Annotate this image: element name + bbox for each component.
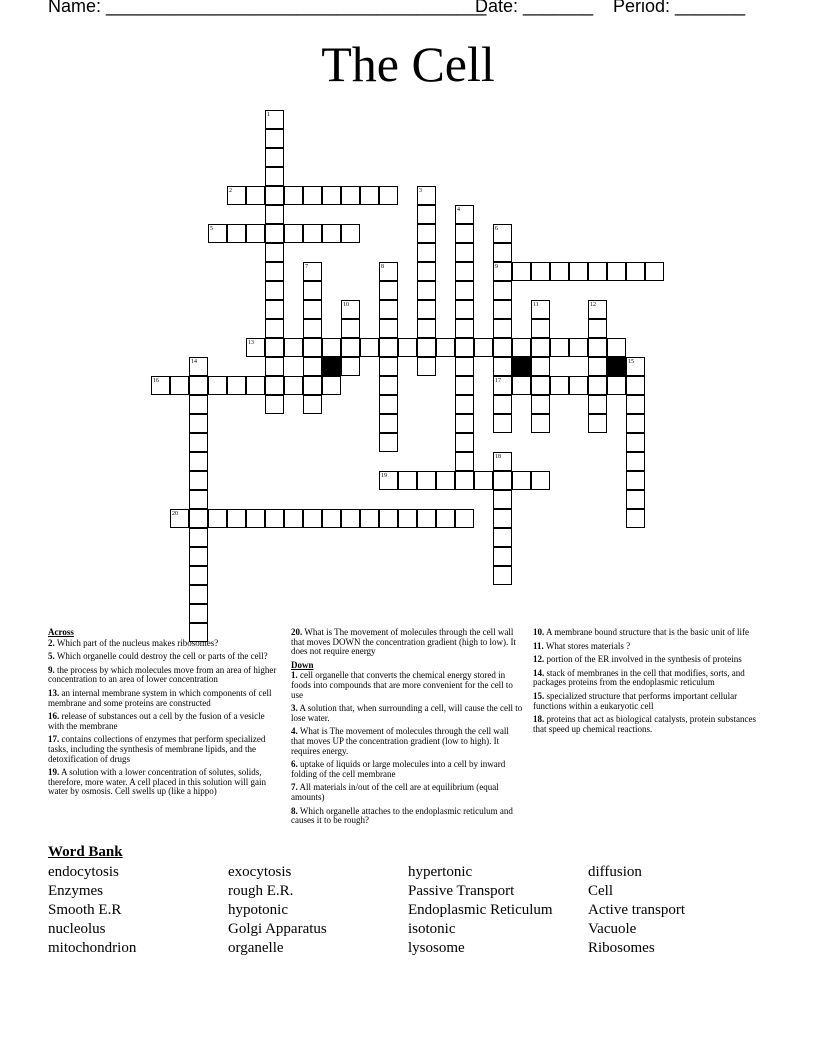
clue-item	[533, 692, 768, 711]
grid-cell[interactable]	[626, 490, 645, 509]
clue-number: 15.	[533, 690, 545, 701]
clue-item	[48, 639, 282, 649]
grid-cell[interactable]	[398, 338, 417, 357]
grid-cell[interactable]	[303, 376, 322, 395]
grid-cell[interactable]	[493, 471, 512, 490]
grid-cell[interactable]	[493, 509, 512, 528]
grid-cell[interactable]	[455, 224, 474, 243]
clue-text: A solution that, when surrounding a cell, will cause the cell to lose water.	[291, 703, 523, 723]
grid-cell[interactable]	[455, 300, 474, 319]
grid-cell[interactable]	[455, 433, 474, 452]
grid-cell[interactable]	[455, 414, 474, 433]
clue-item	[291, 807, 523, 826]
word-bank-item: Vacuole	[588, 921, 637, 937]
word-bank-item: endocytosis	[48, 864, 119, 880]
grid-cell[interactable]	[493, 528, 512, 547]
grid-cell[interactable]	[379, 376, 398, 395]
grid-cell[interactable]	[284, 186, 303, 205]
clue-number: 18.	[533, 714, 545, 725]
grid-cell[interactable]	[360, 338, 379, 357]
clue-item	[48, 768, 282, 797]
grid-cell[interactable]	[550, 262, 569, 281]
clue-number: 9	[495, 264, 498, 270]
grid-cell[interactable]	[455, 452, 474, 471]
grid-cell[interactable]	[265, 395, 284, 414]
word-bank-item: lysosome	[408, 940, 465, 956]
grid-cell[interactable]	[493, 395, 512, 414]
clue-item	[48, 689, 282, 708]
clue-number: 19	[381, 473, 387, 479]
grid-cell[interactable]	[550, 376, 569, 395]
grid-cell[interactable]	[493, 490, 512, 509]
grid-cell[interactable]	[246, 509, 265, 528]
clue-text: A membrane bound structure that is the basic unit of life	[544, 627, 749, 637]
grid-cell[interactable]	[227, 376, 246, 395]
grid-cell[interactable]	[607, 376, 626, 395]
grid-cell[interactable]	[474, 471, 493, 490]
word-bank-item: Golgi Apparatus	[228, 921, 327, 937]
grid-cell[interactable]	[531, 338, 550, 357]
clue-number: 3	[419, 188, 422, 194]
grid-cell[interactable]	[531, 319, 550, 338]
grid-cell[interactable]	[379, 433, 398, 452]
clue-number: 1.	[291, 670, 298, 681]
grid-cell[interactable]	[379, 395, 398, 414]
grid-cell[interactable]	[322, 224, 341, 243]
grid-cell[interactable]	[189, 471, 208, 490]
grid-cell[interactable]	[417, 509, 436, 528]
grid-cell[interactable]	[455, 262, 474, 281]
clue-number: 17.	[48, 734, 60, 745]
word-bank-item: mitochondrion	[48, 940, 137, 956]
clue-item	[48, 735, 282, 764]
grid-cell[interactable]	[493, 319, 512, 338]
grid-cell[interactable]	[189, 604, 208, 623]
grid-cell[interactable]	[474, 338, 493, 357]
clue-number: 18	[495, 454, 501, 460]
grid-cell[interactable]	[265, 357, 284, 376]
word-bank-item: Cell	[588, 883, 613, 899]
grid-cell[interactable]	[322, 376, 341, 395]
grid-cell[interactable]	[189, 433, 208, 452]
clue-text: specialized structure that performs important cellular functions within a eukaryotic cell	[533, 690, 738, 711]
clue-item	[291, 671, 523, 700]
name-field-label[interactable]: Name: ______________________________________	[48, 0, 487, 16]
grid-cell[interactable]	[588, 262, 607, 281]
grid-cell[interactable]	[341, 186, 360, 205]
word-bank-item: hypotonic	[228, 902, 288, 918]
clue-number: 8.	[291, 805, 298, 816]
grid-cell[interactable]	[303, 509, 322, 528]
clue-number: 20	[172, 511, 178, 517]
grid-cell[interactable]	[189, 414, 208, 433]
clue-number: 9.	[48, 664, 55, 675]
blocked-cell	[512, 357, 531, 376]
clue-number: 20.	[291, 627, 303, 637]
grid-cell[interactable]	[189, 490, 208, 509]
clue-text: cell organelle that converts the chemical energy stored in foods into compounds that are more convenient for the cell to use	[291, 670, 513, 700]
clue-text: stack of membranes in the cell that modifies, sorts, and packages proteins from the endoplasmic reticulum	[533, 667, 745, 688]
grid-cell[interactable]	[265, 262, 284, 281]
clue-number: 7.	[291, 782, 298, 793]
grid-cell[interactable]	[493, 243, 512, 262]
clue-number: 11.	[533, 640, 544, 651]
clue-number: 4	[457, 207, 460, 213]
grid-cell[interactable]	[417, 319, 436, 338]
clue-number: 1	[267, 112, 270, 118]
grid-cell[interactable]	[550, 338, 569, 357]
grid-cell[interactable]	[284, 224, 303, 243]
grid-cell[interactable]	[455, 509, 474, 528]
grid-cell[interactable]	[265, 167, 284, 186]
across-clues-column-1	[48, 628, 282, 801]
clue-number: 8	[381, 264, 384, 270]
clue-number: 3.	[291, 703, 298, 714]
clue-number: 2	[229, 188, 232, 194]
grid-cell[interactable]	[341, 319, 360, 338]
grid-cell[interactable]	[493, 566, 512, 585]
grid-cell[interactable]	[626, 509, 645, 528]
grid-cell[interactable]	[265, 129, 284, 148]
grid-cell[interactable]	[588, 338, 607, 357]
clue-number: 14.	[533, 667, 545, 678]
grid-cell[interactable]	[626, 395, 645, 414]
word-bank-item: Endoplasmic Reticulum	[408, 902, 553, 918]
clue-text: contains collections of enzymes that perform specialized tasks, including the synthesis of membrane lipids, and the detoxification of drugs	[48, 734, 266, 764]
clue-item	[48, 652, 282, 662]
grid-cell[interactable]	[436, 471, 455, 490]
grid-cell[interactable]	[588, 395, 607, 414]
grid-cell[interactable]	[417, 471, 436, 490]
grid-cell[interactable]	[284, 509, 303, 528]
clue-text: proteins that act as biological catalysts, protein substances that speed up chemical reactions.	[533, 714, 756, 734]
grid-cell[interactable]	[531, 357, 550, 376]
grid-cell[interactable]	[626, 376, 645, 395]
clue-item	[533, 715, 768, 734]
grid-cell[interactable]	[303, 281, 322, 300]
grid-cell[interactable]	[303, 319, 322, 338]
clue-item	[533, 628, 768, 638]
clue-text: an internal membrane system in which components of cell membrane and some proteins are constructed	[48, 687, 272, 708]
grid-cell[interactable]	[379, 186, 398, 205]
grid-cell[interactable]	[379, 338, 398, 357]
grid-cell[interactable]	[512, 376, 531, 395]
word-bank-item: Enzymes	[48, 883, 103, 899]
grid-cell[interactable]	[626, 262, 645, 281]
clue-text: uptake of liquids or large molecules into a cell by inward folding of the cell membrane	[291, 759, 506, 779]
across-heading: Across	[48, 627, 74, 637]
grid-cell[interactable]	[607, 262, 626, 281]
clue-number: 6.	[291, 759, 298, 770]
grid-cell[interactable]	[170, 376, 189, 395]
clue-text: the process by which molecules move from an area of higher concentration to an area of lower concentration	[48, 664, 277, 685]
grid-cell[interactable]	[531, 471, 550, 490]
grid-cell[interactable]	[379, 319, 398, 338]
word-bank-item: diffusion	[588, 864, 642, 880]
grid-cell[interactable]	[322, 509, 341, 528]
grid-cell[interactable]	[417, 357, 436, 376]
grid-cell[interactable]	[455, 471, 474, 490]
date-field-label[interactable]: Date: _______	[475, 0, 594, 16]
grid-cell[interactable]	[626, 414, 645, 433]
grid-cell[interactable]	[265, 224, 284, 243]
grid-cell[interactable]	[398, 471, 417, 490]
grid-cell[interactable]	[284, 338, 303, 357]
grid-cell[interactable]	[569, 376, 588, 395]
word-bank-item: isotonic	[408, 921, 456, 937]
grid-cell[interactable]	[246, 224, 265, 243]
clue-number: 10.	[533, 627, 545, 637]
grid-cell[interactable]	[379, 281, 398, 300]
grid-cell[interactable]	[227, 224, 246, 243]
grid-cell[interactable]	[246, 186, 265, 205]
grid-cell[interactable]	[588, 376, 607, 395]
grid-cell[interactable]	[417, 300, 436, 319]
word-bank-item: Passive Transport	[408, 883, 515, 899]
clue-item	[48, 666, 282, 685]
grid-cell[interactable]	[341, 357, 360, 376]
clue-number: 13	[248, 340, 254, 346]
grid-cell[interactable]	[322, 338, 341, 357]
grid-cell[interactable]	[588, 414, 607, 433]
clue-number: 7	[305, 264, 308, 270]
clue-text: All materials in/out of the cell are at equilibrium (equal amounts)	[291, 782, 499, 802]
word-bank-item: Ribosomes	[588, 940, 655, 956]
clue-item	[291, 783, 523, 802]
clue-item	[533, 642, 768, 652]
grid-cell[interactable]	[303, 395, 322, 414]
clue-number: 12	[590, 302, 596, 308]
grid-cell[interactable]	[512, 471, 531, 490]
grid-cell[interactable]	[455, 395, 474, 414]
grid-cell[interactable]	[341, 224, 360, 243]
clue-number: 13.	[48, 687, 60, 698]
clue-number: 19.	[48, 767, 60, 778]
grid-cell[interactable]	[493, 300, 512, 319]
down-heading: Down	[291, 659, 314, 670]
grid-cell[interactable]	[569, 338, 588, 357]
clue-text: release of substances out a cell by the fusion of a vesicle with the membrane	[48, 711, 265, 731]
clue-text: What is The movement of molecules through the cell wall that moves DOWN the concentration gradient (high to low). It does not require energy	[291, 627, 516, 657]
grid-cell[interactable]	[417, 338, 436, 357]
grid-cell[interactable]	[189, 509, 208, 528]
grid-cell[interactable]	[417, 205, 436, 224]
word-bank-item: hypertonic	[408, 864, 473, 880]
grid-cell[interactable]	[265, 319, 284, 338]
grid-cell[interactable]	[512, 338, 531, 357]
grid-cell[interactable]	[322, 186, 341, 205]
grid-cell[interactable]	[493, 338, 512, 357]
grid-cell[interactable]	[436, 338, 455, 357]
grid-cell[interactable]	[379, 300, 398, 319]
grid-cell[interactable]	[265, 243, 284, 262]
grid-cell[interactable]	[626, 452, 645, 471]
grid-cell[interactable]	[455, 281, 474, 300]
clue-number: 11	[533, 302, 539, 308]
grid-cell[interactable]	[189, 528, 208, 547]
grid-cell[interactable]	[265, 281, 284, 300]
grid-cell[interactable]	[246, 376, 265, 395]
grid-cell[interactable]	[265, 338, 284, 357]
grid-cell[interactable]	[398, 509, 417, 528]
clue-text: What stores materials ?	[543, 640, 631, 651]
clue-number: 16	[153, 378, 159, 384]
blocked-cell	[322, 357, 341, 376]
grid-cell[interactable]	[455, 357, 474, 376]
clue-item	[291, 760, 523, 779]
grid-cell[interactable]	[531, 414, 550, 433]
grid-cell[interactable]	[303, 186, 322, 205]
grid-cell[interactable]	[208, 509, 227, 528]
grid-cell[interactable]	[265, 376, 284, 395]
grid-cell[interactable]	[417, 262, 436, 281]
grid-cell[interactable]	[303, 338, 322, 357]
clue-text: portion of the ER involved in the synthesis of proteins	[544, 654, 742, 665]
grid-cell[interactable]	[455, 376, 474, 395]
grid-cell[interactable]	[360, 509, 379, 528]
grid-cell[interactable]	[417, 224, 436, 243]
grid-cell[interactable]	[189, 376, 208, 395]
grid-cell[interactable]	[265, 148, 284, 167]
grid-cell[interactable]	[417, 281, 436, 300]
word-bank-item: Active transport	[588, 902, 686, 918]
grid-cell[interactable]	[379, 357, 398, 376]
clue-item	[291, 628, 523, 657]
grid-cell[interactable]	[569, 262, 588, 281]
grid-cell[interactable]	[531, 376, 550, 395]
clue-text: A solution with a lower concentration of solutes, solids, therefore, more water. A cell placed in this solution will gain water by osmosis. Cell swells up (like a hippo)	[48, 767, 266, 797]
clue-number: 10	[343, 302, 349, 308]
word-bank-item: exocytosis	[228, 864, 292, 880]
grid-cell[interactable]	[189, 547, 208, 566]
grid-cell[interactable]	[588, 357, 607, 376]
clue-text: Which organelle could destroy the cell or parts of the cell?	[54, 651, 268, 662]
clue-number: 14	[191, 359, 197, 365]
clue-item	[533, 655, 768, 665]
grid-cell[interactable]	[265, 509, 284, 528]
grid-cell[interactable]	[379, 414, 398, 433]
grid-cell[interactable]	[645, 262, 664, 281]
clue-number: 17	[495, 378, 501, 384]
grid-cell[interactable]	[189, 566, 208, 585]
grid-cell[interactable]	[379, 509, 398, 528]
grid-cell[interactable]	[455, 338, 474, 357]
clue-item	[291, 704, 523, 723]
grid-cell[interactable]	[626, 471, 645, 490]
grid-cell[interactable]	[208, 376, 227, 395]
grid-cell[interactable]	[493, 414, 512, 433]
blocked-cell	[607, 357, 626, 376]
grid-cell[interactable]	[303, 357, 322, 376]
grid-cell[interactable]	[265, 205, 284, 224]
grid-cell[interactable]	[284, 376, 303, 395]
word-bank-item: Smooth E.R	[48, 902, 122, 918]
grid-cell[interactable]	[493, 357, 512, 376]
grid-cell[interactable]	[189, 452, 208, 471]
grid-cell[interactable]	[493, 281, 512, 300]
clue-item	[533, 669, 768, 688]
clue-number: 5	[210, 226, 213, 232]
grid-cell[interactable]	[227, 509, 246, 528]
grid-cell[interactable]	[531, 262, 550, 281]
grid-cell[interactable]	[531, 395, 550, 414]
clue-text: What is The movement of molecules through the cell wall that moves UP the concentration gradient (low to high). It requires energy.	[291, 726, 509, 756]
grid-cell[interactable]	[189, 395, 208, 414]
word-bank-title: Word Bank	[48, 844, 123, 860]
clue-text: Which organelle attaches to the endoplasmic reticulum and causes it to be rough?	[291, 805, 513, 826]
grid-cell[interactable]	[455, 243, 474, 262]
period-field-label[interactable]: Period: _______	[613, 0, 746, 16]
clue-number: 4.	[291, 726, 298, 737]
word-bank-item: nucleolus	[48, 921, 106, 937]
grid-cell[interactable]	[189, 585, 208, 604]
grid-cell[interactable]	[436, 509, 455, 528]
grid-cell[interactable]	[607, 338, 626, 357]
word-bank-item: rough E.R.	[228, 883, 294, 899]
clue-number: 15	[628, 359, 634, 365]
grid-cell[interactable]	[341, 338, 360, 357]
clue-text: Which part of the nucleus makes ribosomes?	[54, 637, 219, 648]
grid-cell[interactable]	[303, 224, 322, 243]
clue-item	[48, 712, 282, 731]
grid-cell[interactable]	[417, 243, 436, 262]
grid-cell[interactable]	[265, 186, 284, 205]
grid-cell[interactable]	[265, 300, 284, 319]
clue-item	[291, 727, 523, 756]
page-title: The Cell	[321, 36, 495, 92]
clue-number: 12.	[533, 654, 545, 665]
grid-cell[interactable]	[360, 186, 379, 205]
grid-cell[interactable]	[493, 547, 512, 566]
grid-cell[interactable]	[455, 319, 474, 338]
word-bank-item: organelle	[228, 940, 284, 956]
grid-cell[interactable]	[588, 319, 607, 338]
grid-cell[interactable]	[303, 300, 322, 319]
grid-cell[interactable]	[341, 509, 360, 528]
clue-number: 16.	[48, 711, 60, 722]
clues-column-2	[291, 628, 523, 830]
clue-number: 2.	[48, 637, 55, 648]
clue-number: 6	[495, 226, 498, 232]
clue-number: 5.	[48, 651, 55, 662]
grid-cell[interactable]	[512, 262, 531, 281]
down-clues-column-3	[533, 628, 768, 738]
grid-cell[interactable]	[626, 433, 645, 452]
